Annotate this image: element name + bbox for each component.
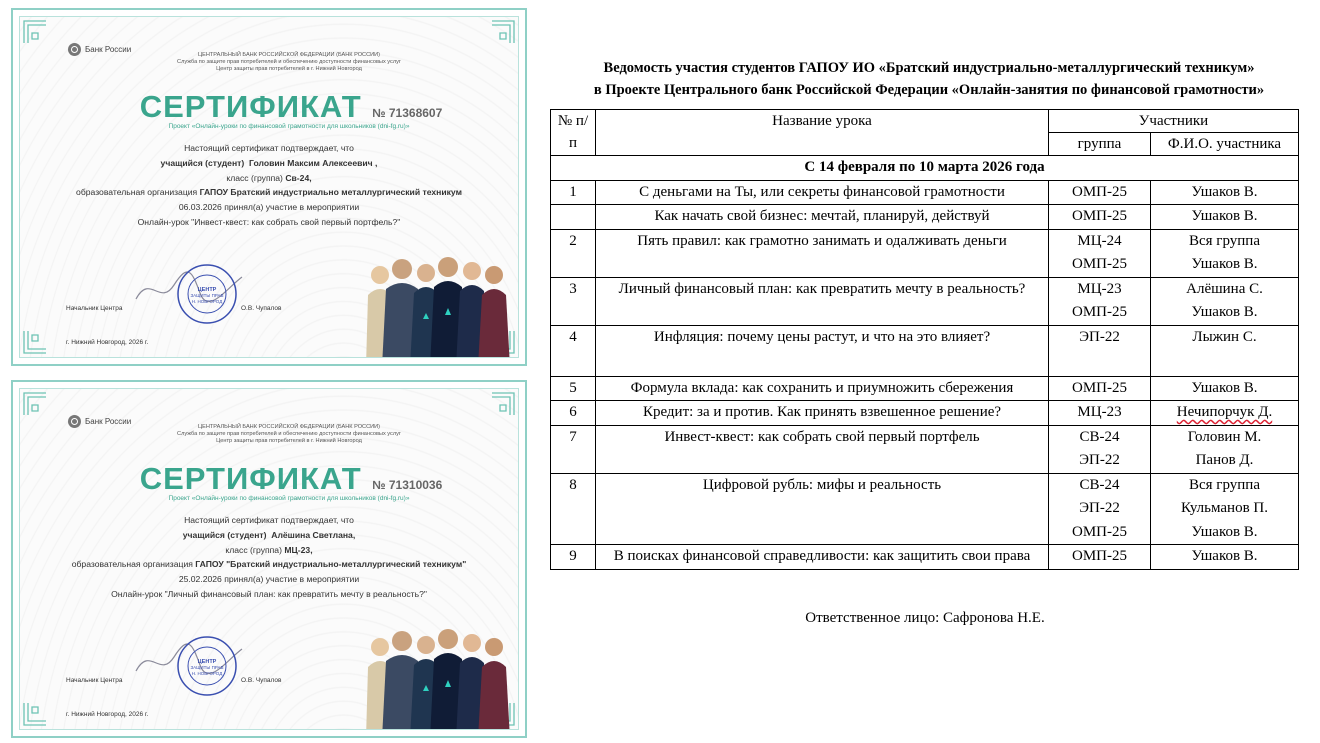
participant-cell	[1151, 545, 1299, 570]
org-label: образовательная организация	[76, 187, 198, 198]
lesson-title: С деньгами на Ты, или секреты финансовой грамотности	[596, 180, 1049, 205]
header-group: группа	[1049, 133, 1151, 156]
group-value: МЦ-23	[1077, 404, 1122, 420]
header-participants: Участники	[1049, 110, 1299, 133]
certificate-1	[11, 8, 527, 366]
participant-name: Вся группа	[1189, 476, 1260, 493]
bank-name: Банк России	[85, 417, 132, 426]
participant-name: Головин М.	[1187, 428, 1262, 445]
svg-text:Н. НОВГОРОД: Н. НОВГОРОД	[191, 299, 223, 304]
group-cell	[1049, 325, 1151, 376]
signer-name: О.В. Чупалов	[241, 305, 282, 312]
group-value: СВ-24	[1079, 428, 1120, 445]
city-year: г. Нижний Новгород, 2026 г.	[66, 711, 149, 718]
certificate-title-row	[20, 89, 518, 125]
header-line: Центр защиты прав потребителей в г. Нижний Новгород	[216, 66, 362, 72]
group-cell	[1049, 229, 1151, 277]
group-cell	[1049, 545, 1151, 570]
city-year: г. Нижний Новгород, 2026 г.	[66, 339, 149, 346]
header-line: Служба по защите прав потребителей и обеспечению доступности финансовых услуг	[177, 59, 401, 65]
participant-name: Ушаков В.	[1191, 523, 1258, 540]
group-cell	[1049, 473, 1151, 545]
certificate-number: № 71310036	[372, 478, 443, 492]
table-row	[551, 376, 1299, 401]
group-value: ОМП-25	[1072, 379, 1127, 396]
participant-name: Кульманов П.	[1180, 500, 1269, 516]
table-row	[551, 277, 1299, 325]
header-line: Служба по защите прав потребителей и обеспечению доступности финансовых услуг	[177, 431, 401, 437]
header-line: ЦЕНТРАЛЬНЫЙ БАНК РОССИЙСКОЙ ФЕДЕРАЦИИ (БАНК РОССИИ)	[197, 424, 381, 430]
participant-cell	[1151, 180, 1299, 205]
lesson-name: Онлайн-урок "Личный финансовый план: как превратить мечту в реальность?"	[111, 588, 427, 599]
participant-name: Ушаков В.	[1191, 548, 1258, 564]
student-label: учащийся (студент)	[160, 157, 245, 168]
certificate-body	[64, 141, 474, 230]
header-no: № п/п	[551, 110, 596, 156]
signer-name: О.В. Чупалов	[241, 677, 282, 684]
group-value: ЭП-22	[1079, 328, 1120, 345]
lesson-title: Формула вклада: как сохранить и приумножить сбережения	[596, 376, 1049, 401]
signer-title: Начальник Центра	[66, 677, 123, 684]
group-cell	[1049, 277, 1151, 325]
table-row	[551, 401, 1299, 426]
org-label: образовательная организация	[71, 559, 193, 570]
certificate-title: СЕРТИФИКАТ	[139, 461, 362, 496]
table-row	[551, 473, 1299, 545]
participation-date: 25.02.2026 принял(а) участие в мероприятии	[178, 574, 360, 585]
student-group: Св-24,	[285, 172, 312, 183]
certificate-header	[20, 52, 518, 73]
group-cell	[1049, 205, 1151, 230]
signer-title: Начальник Центра	[66, 305, 123, 312]
row-number: 2	[551, 229, 596, 277]
participant-cell	[1151, 277, 1299, 325]
body-line: Настоящий сертификат подтверждает, что	[184, 515, 354, 525]
participant-name: Ушаков В.	[1191, 183, 1258, 200]
svg-text:ЗАЩИТЫ ПРАВ: ЗАЩИТЫ ПРАВ	[190, 665, 224, 670]
lesson-title: Цифровой рубль: мифы и реальность	[596, 473, 1049, 545]
responsible-person: Ответственное лицо: Сафронова Н.Е.	[805, 610, 1045, 626]
lesson-title: Инвест-квест: как собрать свой первый портфель	[596, 425, 1049, 473]
participant-name: Ушаков В.	[1191, 208, 1258, 224]
project-name: Проект «Онлайн-уроки по финансовой грамотности для школьников (dni-fg.ru)»	[168, 123, 410, 130]
group-value: ОМП-25	[1072, 548, 1127, 564]
header-name: Ф.И.О. участника	[1151, 133, 1299, 156]
group-value: ОМП-25	[1072, 208, 1127, 224]
corner-ornament-icon	[22, 19, 48, 45]
participant-name: Ушаков В.	[1191, 304, 1258, 320]
svg-text:ЦЕНТР: ЦЕНТР	[197, 659, 217, 665]
stamp-icon	[176, 263, 238, 325]
lesson-title: Кредит: за и против. Как принять взвешенное решение?	[596, 401, 1049, 426]
organization-name: ГАПОУ Братский индустриально металлургический техникум	[199, 187, 462, 198]
group-value: МЦ-23	[1077, 280, 1122, 297]
row-number: 5	[551, 376, 596, 401]
participant-name: Алёшина С.	[1186, 280, 1263, 297]
participant-cell	[1151, 325, 1299, 376]
corner-ornament-icon	[490, 19, 516, 45]
lesson-title: Инфляция: почему цены растут, и что на это влияет?	[596, 325, 1049, 376]
participant-cell	[1151, 205, 1299, 230]
group-value: ОМП-25	[1072, 183, 1127, 200]
participant-name: Вся группа	[1189, 232, 1260, 249]
row-number	[551, 205, 596, 230]
table-row	[551, 325, 1299, 376]
group-cell	[1049, 401, 1151, 426]
row-number: 7	[551, 425, 596, 473]
certificate-frame	[19, 16, 519, 358]
row-number: 1	[551, 180, 596, 205]
lesson-title: Пять правил: как грамотно занимать и одалживать деньги	[596, 229, 1049, 277]
header-line: Центр защиты прав потребителей в г. Нижний Новгород	[216, 438, 362, 444]
student-label: учащийся (студент)	[182, 529, 267, 540]
corner-ornament-icon	[490, 391, 516, 417]
group-value: СВ-24	[1079, 476, 1120, 493]
participant-cell	[1151, 376, 1299, 401]
group-cell	[1049, 180, 1151, 205]
period-row: С 14 февраля по 10 марта 2026 года	[551, 156, 1299, 181]
svg-text:ЗАЩИТЫ ПРАВ: ЗАЩИТЫ ПРАВ	[190, 293, 224, 298]
report-table	[550, 109, 1299, 570]
table-row	[551, 229, 1299, 277]
bank-name: Банк России	[85, 45, 132, 54]
certificate-header	[20, 424, 518, 445]
corner-ornament-icon	[22, 701, 48, 727]
characters-illustration	[362, 621, 512, 730]
report-title	[549, 57, 1309, 101]
table-row	[551, 545, 1299, 570]
row-number: 8	[551, 473, 596, 545]
lesson-title: Как начать свой бизнес: мечтай, планируй, действуй	[596, 205, 1049, 230]
participant-name: Ушаков В.	[1191, 256, 1258, 272]
header-line: ЦЕНТРАЛЬНЫЙ БАНК РОССИЙСКОЙ ФЕДЕРАЦИИ (БАНК РОССИИ)	[197, 52, 381, 58]
report-title-line: в Проекте Центрального банк Российской Федерации «Онлайн-занятия по финансовой грамотности»	[593, 82, 1265, 98]
participant-cell	[1151, 229, 1299, 277]
participant-cell	[1151, 425, 1299, 473]
table-row	[551, 205, 1299, 230]
table-row	[551, 180, 1299, 205]
participant-name: Нечипорчук Д.	[1176, 404, 1273, 420]
certificate-2	[11, 380, 527, 738]
body-line: Настоящий сертификат подтверждает, что	[184, 143, 354, 153]
participation-date: 06.03.2026 принял(а) участие в мероприятии	[178, 202, 360, 213]
report-title-line: Ведомость участия студентов ГАПОУ ИО «Братский индустриально-металлургический техникум»	[603, 60, 1255, 76]
header-lesson: Название урока	[596, 110, 1049, 156]
certificate-frame	[19, 388, 519, 730]
row-number: 4	[551, 325, 596, 376]
certificate-body	[64, 513, 474, 602]
organization-name: ГАПОУ "Братский индустриально-металлургический техникум"	[195, 559, 467, 570]
characters-illustration	[362, 249, 512, 358]
corner-ornament-icon	[22, 329, 48, 355]
participant-name: Панов Д.	[1195, 452, 1254, 468]
participant-cell	[1151, 401, 1299, 426]
participant-name: Лыжин С.	[1192, 328, 1257, 345]
student-name: Алёшина Светлана,	[271, 529, 356, 540]
row-number: 3	[551, 277, 596, 325]
group-value: ОМП-25	[1072, 256, 1127, 272]
stamp-icon	[176, 635, 238, 697]
row-number: 6	[551, 401, 596, 426]
group-value: ЭП-22	[1079, 500, 1120, 516]
participant-name: Ушаков В.	[1191, 379, 1258, 396]
lesson-name: Онлайн-урок "Инвест-квест: как собрать свой первый портфель?"	[137, 216, 401, 227]
row-number: 9	[551, 545, 596, 570]
corner-ornament-icon	[22, 391, 48, 417]
svg-text:ЦЕНТР: ЦЕНТР	[197, 287, 217, 293]
student-group: МЦ-23,	[284, 544, 313, 555]
certificate-number: № 71368607	[372, 106, 443, 120]
project-name: Проект «Онлайн-уроки по финансовой грамотности для школьников (dni-fg.ru)»	[168, 495, 410, 502]
svg-text:Н. НОВГОРОД: Н. НОВГОРОД	[191, 671, 223, 676]
group-value: ОМП-25	[1072, 304, 1127, 320]
group-value: МЦ-24	[1077, 232, 1122, 249]
certificate-title: СЕРТИФИКАТ	[139, 89, 362, 124]
table-row	[551, 425, 1299, 473]
group-value: ЭП-22	[1079, 452, 1120, 468]
student-name: Головин Максим Алексеевич ,	[249, 157, 378, 168]
group-cell	[1049, 376, 1151, 401]
lesson-title: Личный финансовый план: как превратить мечту в реальность?	[596, 277, 1049, 325]
group-cell	[1049, 425, 1151, 473]
lesson-title: В поисках финансовой справедливости: как защитить свои права	[596, 545, 1049, 570]
participant-cell	[1151, 473, 1299, 545]
group-label: класс (группа)	[225, 544, 282, 555]
group-value: ОМП-25	[1072, 523, 1127, 540]
certificate-title-row	[20, 461, 518, 497]
group-label: класс (группа)	[226, 172, 283, 183]
